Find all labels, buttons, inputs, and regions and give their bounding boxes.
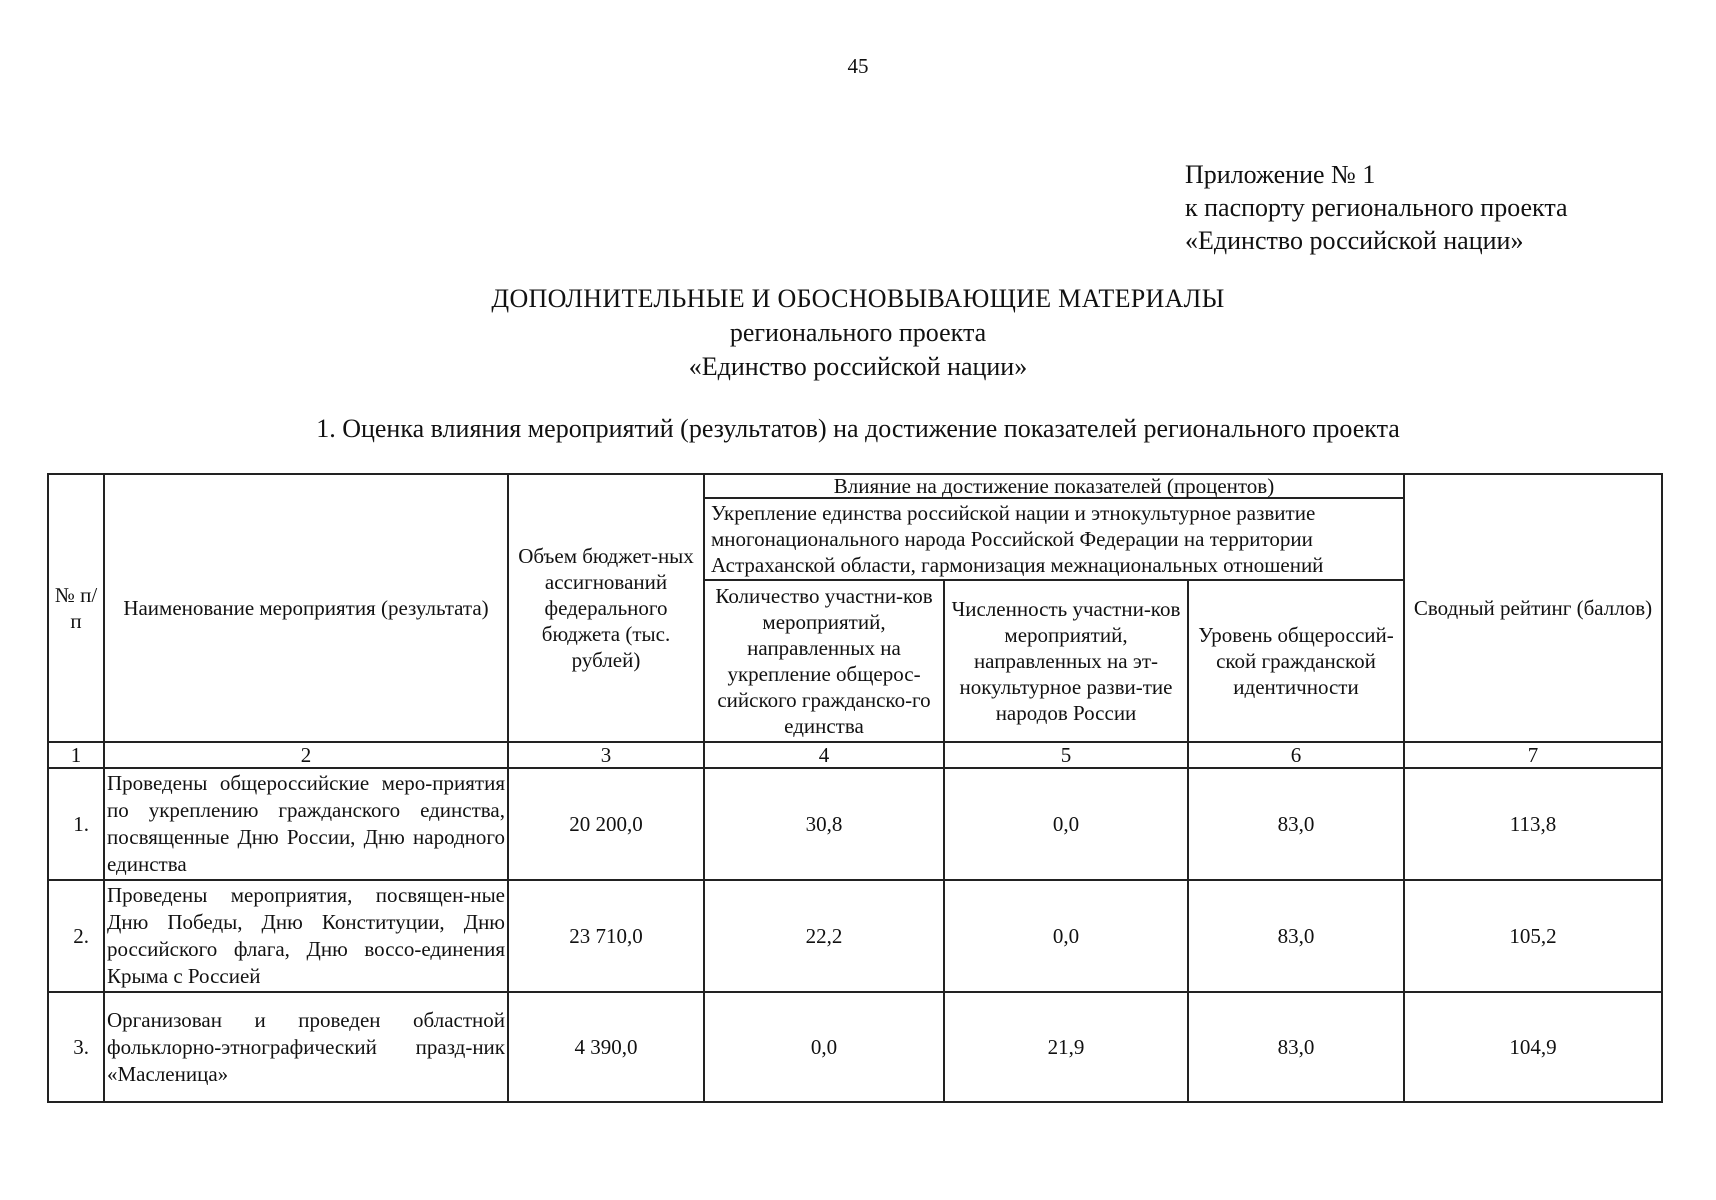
column-number: 1	[48, 742, 104, 768]
table-row	[48, 768, 1662, 880]
header-indicator-1: Количество участни-ков мероприятий, направленных на укрепление общерос-сийского гражданско-го единства	[704, 580, 944, 742]
column-number: 7	[1404, 742, 1662, 768]
header-budget: Объем бюджет-ных ассигнований федерального бюджета (тыс. рублей)	[508, 474, 704, 742]
appendix-line-1: Приложение № 1	[1185, 160, 1376, 189]
column-number-row	[48, 742, 1662, 768]
activity-name: Проведены мероприятия, посвящен-ные Дню Победы, Дню Конституции, Дню российского флага, Дню воссо-единения Крыма с Россией	[104, 880, 508, 992]
indicator-2-value: 0,0	[944, 880, 1188, 992]
header-indicator-2: Численность участни-ков мероприятий, направленных на эт-нокультурное разви-тие народов России	[944, 580, 1188, 742]
document-title	[0, 282, 1716, 384]
title-subtitle-2: «Единство российской нации»	[688, 352, 1028, 381]
indicator-2-value: 21,9	[944, 992, 1188, 1102]
column-number: 3	[508, 742, 704, 768]
activity-name: Проведены общероссийские меро-приятия по укреплению гражданского единства, посвященные Дню России, Дню народного единства	[104, 768, 508, 880]
row-number: 3.	[48, 992, 104, 1102]
column-number: 6	[1188, 742, 1404, 768]
appendix-reference	[1185, 158, 1568, 257]
table-row	[48, 992, 1662, 1102]
header-indicator-3: Уровень общероссий-ской гражданской идентичности	[1188, 580, 1404, 742]
table-row	[48, 880, 1662, 992]
activity-name: Организован и проведен областной фольклорно-этнографический празд-ник «Масленица»	[104, 992, 508, 1102]
indicator-3-value: 83,0	[1188, 880, 1404, 992]
indicator-3-value: 83,0	[1188, 768, 1404, 880]
indicator-1-value: 0,0	[704, 992, 944, 1102]
budget-value: 20 200,0	[508, 768, 704, 880]
indicator-3-value: 83,0	[1188, 992, 1404, 1102]
rating-value: 105,2	[1404, 880, 1662, 992]
row-number: 1.	[48, 768, 104, 880]
appendix-line-3: «Единство российской нации»	[1185, 226, 1524, 255]
indicator-1-value: 30,8	[704, 768, 944, 880]
appendix-line-2: к паспорту регионального проекта	[1185, 193, 1568, 222]
column-number: 5	[944, 742, 1188, 768]
page-number: 45	[847, 54, 869, 78]
column-number: 2	[104, 742, 508, 768]
indicator-2-value: 0,0	[944, 768, 1188, 880]
header-rating: Сводный рейтинг (баллов)	[1404, 474, 1662, 742]
header-num: № п/п	[48, 474, 104, 742]
header-influence: Влияние на достижение показателей (процентов)	[704, 474, 1404, 498]
title-subtitle-1: регионального проекта	[729, 318, 987, 347]
row-number: 2.	[48, 880, 104, 992]
assessment-table	[47, 473, 1663, 1103]
budget-value: 4 390,0	[508, 992, 704, 1102]
column-number: 4	[704, 742, 944, 768]
title-main: ДОПОЛНИТЕЛЬНЫЕ И ОБОСНОВЫВАЮЩИЕ МАТЕРИАЛЫ	[491, 284, 1225, 313]
rating-value: 113,8	[1404, 768, 1662, 880]
indicator-1-value: 22,2	[704, 880, 944, 992]
rating-value: 104,9	[1404, 992, 1662, 1102]
section-heading: 1. Оценка влияния мероприятий (результатов) на достижение показателей регионального проекта	[316, 414, 1400, 443]
header-name: Наименование мероприятия (результата)	[104, 474, 508, 742]
header-goal: Укрепление единства российской нации и этнокультурное развитие многонационального народа Российской Федерации на территории Астраханской области, гармонизация межнациональных отношений	[704, 498, 1404, 580]
budget-value: 23 710,0	[508, 880, 704, 992]
header-row-1	[48, 474, 1662, 498]
